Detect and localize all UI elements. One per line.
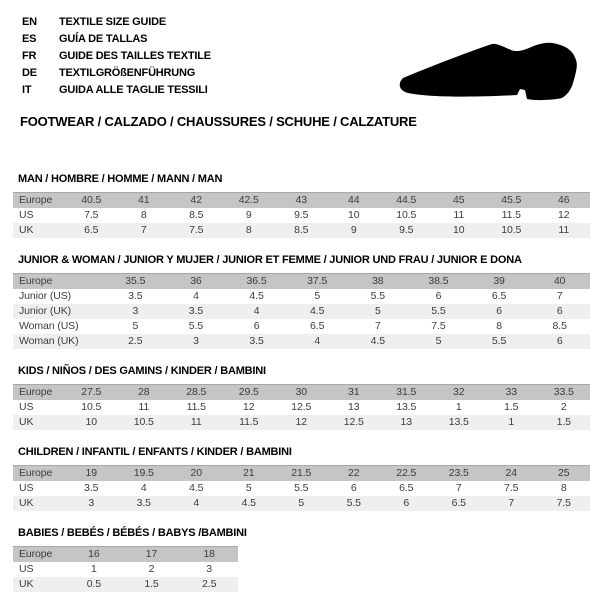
size-cell: 1 <box>508 416 515 428</box>
size-cell: 8 <box>245 224 252 236</box>
size-cell: 31 <box>348 386 360 398</box>
size-cell: 4.5 <box>249 290 264 302</box>
size-cell: 10.5 <box>133 416 154 428</box>
language-code: FR <box>22 50 37 62</box>
size-cell: 3 <box>132 305 139 317</box>
table-row <box>13 192 590 208</box>
table-row <box>13 384 590 400</box>
size-table-man <box>13 192 590 238</box>
size-cell: 11 <box>190 416 202 428</box>
size-cell: 8 <box>560 482 567 494</box>
size-cell: 3.5 <box>136 497 151 509</box>
size-cell: 32 <box>453 386 465 398</box>
language-code: IT <box>22 84 32 96</box>
size-cell: 44 <box>348 194 360 206</box>
size-cell: 23.5 <box>448 467 469 479</box>
language-code: DE <box>22 67 37 79</box>
size-cell: 10.5 <box>501 224 522 236</box>
size-cell: 6.5 <box>310 320 325 332</box>
size-cell: 12 <box>295 416 307 428</box>
size-cell: 2 <box>148 563 155 575</box>
size-cell: 4.5 <box>241 497 256 509</box>
size-cell: 8.5 <box>189 209 204 221</box>
section-title-children: CHILDREN / INFANTIL / ENFANTS / KINDER / BAMBINI <box>18 446 292 458</box>
size-cell: 2.5 <box>202 578 217 590</box>
size-cell: 22 <box>348 467 360 479</box>
size-section-junior-woman <box>13 254 590 349</box>
row-label: US <box>19 482 34 494</box>
size-section-kids <box>13 365 590 430</box>
language-label: TEXTILE SIZE GUIDE <box>59 16 167 28</box>
size-cell: 40.5 <box>81 194 102 206</box>
size-cell: 7.5 <box>556 497 571 509</box>
size-cell: 8 <box>140 209 147 221</box>
size-cell: 10.5 <box>396 209 417 221</box>
size-cell: 3.5 <box>188 305 204 317</box>
size-cell: 4.5 <box>189 482 204 494</box>
row-label: US <box>19 209 34 221</box>
table-row <box>13 577 238 592</box>
table-row <box>13 562 238 577</box>
table-row <box>13 546 238 562</box>
size-cell: 19 <box>85 467 97 479</box>
size-cell: 4 <box>140 482 147 494</box>
size-cell: 10 <box>85 416 97 428</box>
size-cell: 1.5 <box>144 578 159 590</box>
size-cell: 7 <box>556 290 563 302</box>
size-cell: 2 <box>560 401 567 413</box>
size-cell: 13 <box>348 401 360 413</box>
size-cell: 7.5 <box>431 320 446 332</box>
language-label: GUIDE DES TAILLES TEXTILE <box>59 50 211 62</box>
size-cell: 4.5 <box>310 305 325 317</box>
table-row <box>13 334 590 349</box>
size-cell: 11 <box>558 224 570 236</box>
size-table-junior-woman <box>13 273 590 349</box>
size-cell: 18 <box>203 548 215 560</box>
size-cell: 36.5 <box>246 275 267 287</box>
row-label: US <box>19 563 34 575</box>
row-label: UK <box>19 416 34 428</box>
size-cell: 5.5 <box>370 290 385 302</box>
row-label: Europe <box>19 467 53 479</box>
size-table-babies <box>13 546 238 592</box>
size-cell: 45.5 <box>501 194 522 206</box>
size-cell: 5.5 <box>188 320 204 332</box>
size-cell: 6 <box>253 320 260 332</box>
size-cell: 5.5 <box>346 497 361 509</box>
size-cell: 9.5 <box>399 224 414 236</box>
size-section-man <box>13 173 590 238</box>
size-cell: 6 <box>403 497 410 509</box>
section-title-junior-woman: JUNIOR & WOMAN / JUNIOR Y MUJER / JUNIOR ET FEMME / JUNIOR UND FRAU / JUNIOR E DONA <box>18 254 522 266</box>
size-cell: 6 <box>556 305 563 317</box>
size-cell: 33 <box>505 386 517 398</box>
size-table-kids <box>13 384 590 430</box>
row-label: UK <box>19 578 34 590</box>
size-cell: 5 <box>314 290 321 302</box>
size-cell: 6 <box>350 482 357 494</box>
table-row <box>13 400 590 415</box>
row-label: Woman (US) <box>19 320 79 332</box>
section-title-man: MAN / HOMBRE / HOMME / MANN / MAN <box>18 173 223 185</box>
size-cell: 22.5 <box>396 467 417 479</box>
size-cell: 31.5 <box>396 386 417 398</box>
size-cell: 7.5 <box>84 209 99 221</box>
row-label: Europe <box>19 548 53 560</box>
size-cell: 12 <box>243 401 255 413</box>
size-cell: 13 <box>400 416 412 428</box>
size-cell: 11 <box>453 209 465 221</box>
size-cell: 5 <box>245 482 252 494</box>
size-cell: 20 <box>190 467 202 479</box>
row-label: Junior (UK) <box>19 305 71 317</box>
row-label: Europe <box>19 194 53 206</box>
language-code: EN <box>22 16 37 28</box>
size-cell: 36 <box>190 275 202 287</box>
size-cell: 3.5 <box>84 482 99 494</box>
size-cell: 11.5 <box>239 416 259 428</box>
size-cell: 7 <box>508 497 515 509</box>
size-cell: 5.5 <box>294 482 309 494</box>
row-label: Europe <box>19 275 53 287</box>
size-cell: 38 <box>372 275 384 287</box>
size-cell: 1.5 <box>504 401 519 413</box>
table-row <box>13 289 590 304</box>
row-label: UK <box>19 497 34 509</box>
language-label: TEXTILGRÖßENFÜHRUNG <box>59 67 196 79</box>
size-cell: 9 <box>350 224 357 236</box>
row-label: Europe <box>19 386 53 398</box>
size-cell: 4 <box>314 335 321 347</box>
size-cell: 17 <box>145 548 158 560</box>
size-cell: 7.5 <box>189 224 204 236</box>
size-cell: 21.5 <box>291 467 312 479</box>
size-cell: 27.5 <box>81 386 102 398</box>
size-cell: 3.5 <box>128 290 143 302</box>
table-row <box>13 319 590 334</box>
size-cell: 25 <box>558 467 570 479</box>
size-cell: 8 <box>496 320 502 332</box>
table-row <box>13 496 590 511</box>
dress-shoe-icon <box>395 18 585 102</box>
section-title-kids: KIDS / NIÑOS / DES GAMINS / KINDER / BAMBINI <box>18 365 266 377</box>
size-cell: 7 <box>140 224 147 236</box>
size-cell: 40 <box>553 275 566 287</box>
size-cell: 24 <box>505 467 517 479</box>
table-row <box>13 465 590 481</box>
size-cell: 43 <box>295 194 307 206</box>
table-row <box>13 481 590 496</box>
size-cell: 35.5 <box>125 275 146 287</box>
size-cell: 1 <box>455 401 462 413</box>
size-cell: 7.5 <box>504 482 519 494</box>
size-cell: 12.5 <box>343 416 364 428</box>
size-cell: 1 <box>90 563 97 575</box>
size-cell: 4 <box>193 290 199 302</box>
size-cell: 10.5 <box>81 401 102 413</box>
size-cell: 3 <box>193 335 199 347</box>
size-cell: 44.5 <box>396 194 417 206</box>
size-cell: 11.5 <box>186 401 206 413</box>
row-label: UK <box>19 224 34 236</box>
size-cell: 4 <box>253 305 260 317</box>
size-cell: 29.5 <box>238 386 259 398</box>
language-label: GUÍA DE TALLAS <box>59 33 148 45</box>
size-cell: 6 <box>435 290 442 302</box>
size-cell: 33.5 <box>553 386 574 398</box>
size-cell: 6.5 <box>399 482 414 494</box>
size-cell: 6.5 <box>491 290 507 302</box>
size-cell: 10 <box>348 209 360 221</box>
size-cell: 42.5 <box>238 194 259 206</box>
size-cell: 13.5 <box>448 416 469 428</box>
row-label: Junior (US) <box>19 290 71 302</box>
size-cell: 7 <box>374 320 381 332</box>
size-cell: 10 <box>453 224 465 236</box>
size-cell: 6 <box>556 335 563 347</box>
size-cell: 12 <box>558 209 570 221</box>
size-cell: 7 <box>455 482 462 494</box>
size-cell: 38.5 <box>428 275 449 287</box>
row-label: US <box>19 401 34 413</box>
size-cell: 37.5 <box>307 275 328 287</box>
size-cell: 5 <box>132 320 139 332</box>
size-cell: 0.5 <box>86 578 101 590</box>
table-row <box>13 304 590 319</box>
page-header <box>13 14 590 99</box>
size-cell: 11 <box>138 401 150 413</box>
size-cell: 39 <box>493 275 505 287</box>
size-cell: 5.5 <box>431 305 446 317</box>
size-cell: 30 <box>295 386 307 398</box>
size-cell: 3 <box>88 497 95 509</box>
size-cell: 3.5 <box>249 335 264 347</box>
size-cell: 5.5 <box>491 335 507 347</box>
size-cell: 21 <box>243 467 255 479</box>
size-cell: 3 <box>206 563 213 575</box>
size-cell: 2.5 <box>128 335 143 347</box>
language-label: GUIDA ALLE TAGLIE TESSILI <box>59 84 208 96</box>
size-cell: 45 <box>453 194 465 206</box>
size-cell: 16 <box>88 548 100 560</box>
size-cell: 13.5 <box>396 401 417 413</box>
category-title: FOOTWEAR / CALZADO / CHAUSSURES / SCHUHE / CALZATURE <box>20 114 417 129</box>
row-label: Woman (UK) <box>19 335 79 347</box>
size-cell: 6.5 <box>451 497 466 509</box>
size-section-babies <box>13 527 590 592</box>
size-cell: 5 <box>435 335 442 347</box>
size-cell: 4.5 <box>370 335 385 347</box>
size-cell: 6 <box>496 305 502 317</box>
size-cell: 9 <box>245 209 252 221</box>
size-cell: 11.5 <box>501 209 521 221</box>
section-title-babies: BABIES / BEBÉS / BÉBÉS / BABYS /BAMBINI <box>18 527 247 539</box>
size-cell: 5 <box>374 305 381 317</box>
table-row <box>13 208 590 223</box>
size-cell: 28.5 <box>186 386 207 398</box>
size-cell: 41 <box>138 194 150 206</box>
size-cell: 42 <box>190 194 202 206</box>
size-section-children <box>13 446 590 511</box>
language-code: ES <box>22 33 37 45</box>
size-cell: 6.5 <box>84 224 99 236</box>
size-cell: 1.5 <box>556 416 571 428</box>
size-cell: 28 <box>138 386 150 398</box>
table-row <box>13 223 590 238</box>
size-table-children <box>13 465 590 511</box>
size-cell: 5 <box>298 497 305 509</box>
size-cell: 8.5 <box>552 320 567 332</box>
table-row <box>13 273 590 289</box>
table-row <box>13 415 590 430</box>
size-cell: 9.5 <box>294 209 309 221</box>
size-cell: 4 <box>193 497 200 509</box>
size-cell: 46 <box>558 194 570 206</box>
size-cell: 12.5 <box>291 401 312 413</box>
size-cell: 8.5 <box>294 224 309 236</box>
size-cell: 19.5 <box>133 467 154 479</box>
